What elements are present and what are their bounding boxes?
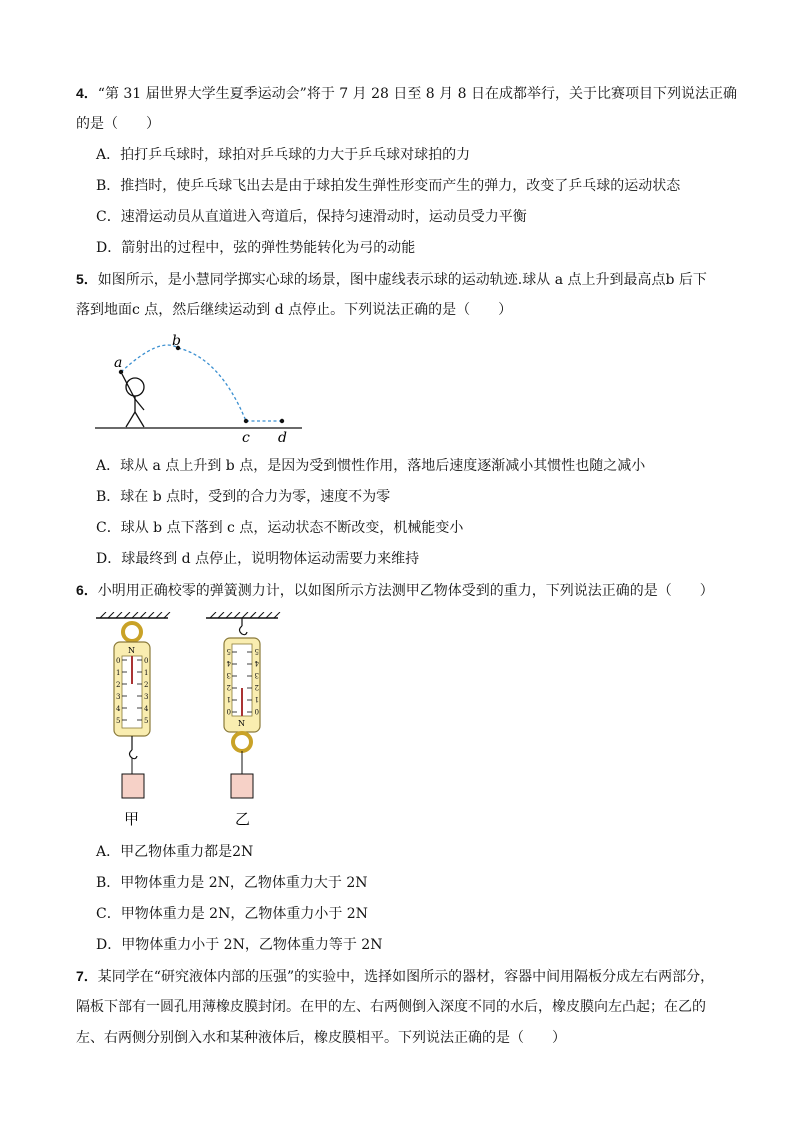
q5-option-a[interactable]: A．球从 a 点上升到 b 点，是因为受到惯性作用，落地后速度逐渐减小其惯性也随之减小 — [96, 458, 646, 474]
q6-number: 6． — [76, 582, 98, 598]
q5-option-b[interactable]: B．球在 b 点时，受到的合力为零，速度不为零 — [96, 489, 391, 505]
q4-option-a[interactable]: A．拍打乒乓球时，球拍对乒乓球的力大于乒乓球对球拍的力 — [96, 147, 471, 163]
q6-stem-line1 — [76, 581, 714, 600]
svg-text:0: 0 — [254, 707, 259, 715]
figure-arm-down — [135, 399, 144, 410]
q6-spring-scale-figure — [92, 612, 292, 832]
q5-throw-figure — [90, 328, 310, 448]
q7-stem-text: 某同学在“研究液体内部的压强”的实验中，选择如图所示的器材，容器中间用隔板分成左右两部分， — [97, 969, 715, 985]
svg-text:4: 4 — [226, 659, 231, 667]
svg-text:3: 3 — [144, 693, 149, 701]
svg-text:1: 1 — [116, 669, 121, 677]
q4-stem-line2: 的是（ ） — [76, 116, 160, 132]
q6-option-a[interactable]: A．甲乙物体重力都是2N — [96, 844, 254, 860]
q4-stem-line1 — [76, 84, 737, 103]
q7-stem-line2: 隔板下部有一圆孔用薄橡皮膜封闭。在甲的左、右两侧倒入深度不同的水后，橡皮膜向左凸起；在乙的 — [76, 999, 706, 1015]
svg-text:2: 2 — [144, 681, 149, 689]
svg-text:2: 2 — [116, 681, 121, 689]
q5-option-c[interactable]: C．球从 b 点下落到 c 点，运动状态不断改变，机械能变小 — [96, 520, 464, 536]
label-a: a — [114, 355, 123, 371]
figure-leg-left — [126, 412, 135, 427]
svg-text:0: 0 — [116, 657, 121, 665]
q5-stem-text: 如图所示，是小慧同学掷实心球的场景，图中虚线表示球的运动轨迹.球从 a 点上升到最高点b 后下 — [97, 272, 707, 288]
ring-top-left — [123, 623, 141, 641]
svg-text:1: 1 — [144, 669, 149, 677]
svg-text:0: 0 — [226, 707, 231, 715]
figure-leg-right — [135, 412, 144, 427]
point-c — [244, 419, 248, 423]
svg-text:3: 3 — [116, 693, 121, 701]
svg-text:0: 0 — [144, 657, 149, 665]
svg-text:4: 4 — [254, 659, 259, 667]
svg-text:5: 5 — [254, 647, 259, 655]
svg-text:5: 5 — [116, 717, 121, 725]
scale-left — [96, 612, 170, 828]
block-right — [231, 774, 253, 798]
unit-left: N — [128, 646, 135, 655]
svg-text:2: 2 — [254, 683, 259, 691]
q4-option-c[interactable]: C．速滑运动员从直道进入弯道后，保持匀速滑动时，运动员受力平衡 — [96, 209, 527, 225]
label-c: c — [242, 430, 250, 446]
svg-text:3: 3 — [226, 671, 231, 679]
q5-stem-line2: 落到地面c 点，然后继续运动到 d 点停止。下列说法正确的是（ ） — [76, 302, 513, 318]
q4-option-d[interactable]: D．箭射出的过程中，弦的弹性势能转化为弓的动能 — [96, 240, 416, 256]
label-d: d — [278, 430, 287, 446]
unit-right: N — [238, 719, 245, 728]
q4-option-b[interactable]: B．推挡时，使乒乓球飞出去是由于球拍发生弹性形变而产生的弹力，改变了乒乓球的运动状态 — [96, 178, 681, 194]
svg-text:1: 1 — [226, 695, 231, 703]
svg-text:2: 2 — [226, 683, 231, 691]
q4-stem-text: “第 31 届世界大学生夏季运动会”将于 7 月 28 日至 8 月 8 日在成都举行，关于比赛项目下列说法正确 — [97, 86, 737, 102]
svg-text:5: 5 — [226, 647, 231, 655]
point-d — [280, 419, 284, 423]
q6-option-d[interactable]: D．甲物体重力小于 2N，乙物体重力等于 2N — [96, 937, 383, 953]
label-jia: 甲 — [124, 810, 140, 828]
hook-right — [240, 626, 248, 635]
svg-text:4: 4 — [144, 705, 149, 713]
scale-right — [206, 612, 280, 828]
block-left — [122, 774, 144, 798]
q7-stem-line1 — [76, 967, 714, 986]
q5-number: 5． — [76, 271, 98, 287]
q6-option-b[interactable]: B．甲物体重力是 2N，乙物体重力大于 2N — [96, 875, 368, 891]
ring-bottom-right — [233, 733, 251, 751]
q6-option-c[interactable]: C．甲物体重力是 2N，乙物体重力小于 2N — [96, 906, 368, 922]
q7-number: 7． — [76, 968, 98, 984]
q5-stem-line1 — [76, 270, 707, 289]
svg-text:5: 5 — [144, 717, 149, 725]
q4-number: 4． — [76, 85, 98, 101]
hook-left — [130, 750, 138, 759]
q7-stem-line3: 左、右两侧分别倒入水和某种液体后，橡皮膜相平。下列说法正确的是（ ） — [76, 1030, 566, 1046]
q5-option-d[interactable]: D．球最终到 d 点停止，说明物体运动需要力来维持 — [96, 551, 420, 567]
svg-text:1: 1 — [254, 695, 259, 703]
svg-text:3: 3 — [254, 671, 259, 679]
label-yi: 乙 — [235, 810, 251, 828]
svg-text:4: 4 — [116, 705, 121, 713]
q6-stem-text: 小明用正确校零的弹簧测力计，以如图所示方法测甲乙物体受到的重力，下列说法正确的是（ ） — [97, 583, 714, 599]
label-b: b — [172, 333, 181, 349]
